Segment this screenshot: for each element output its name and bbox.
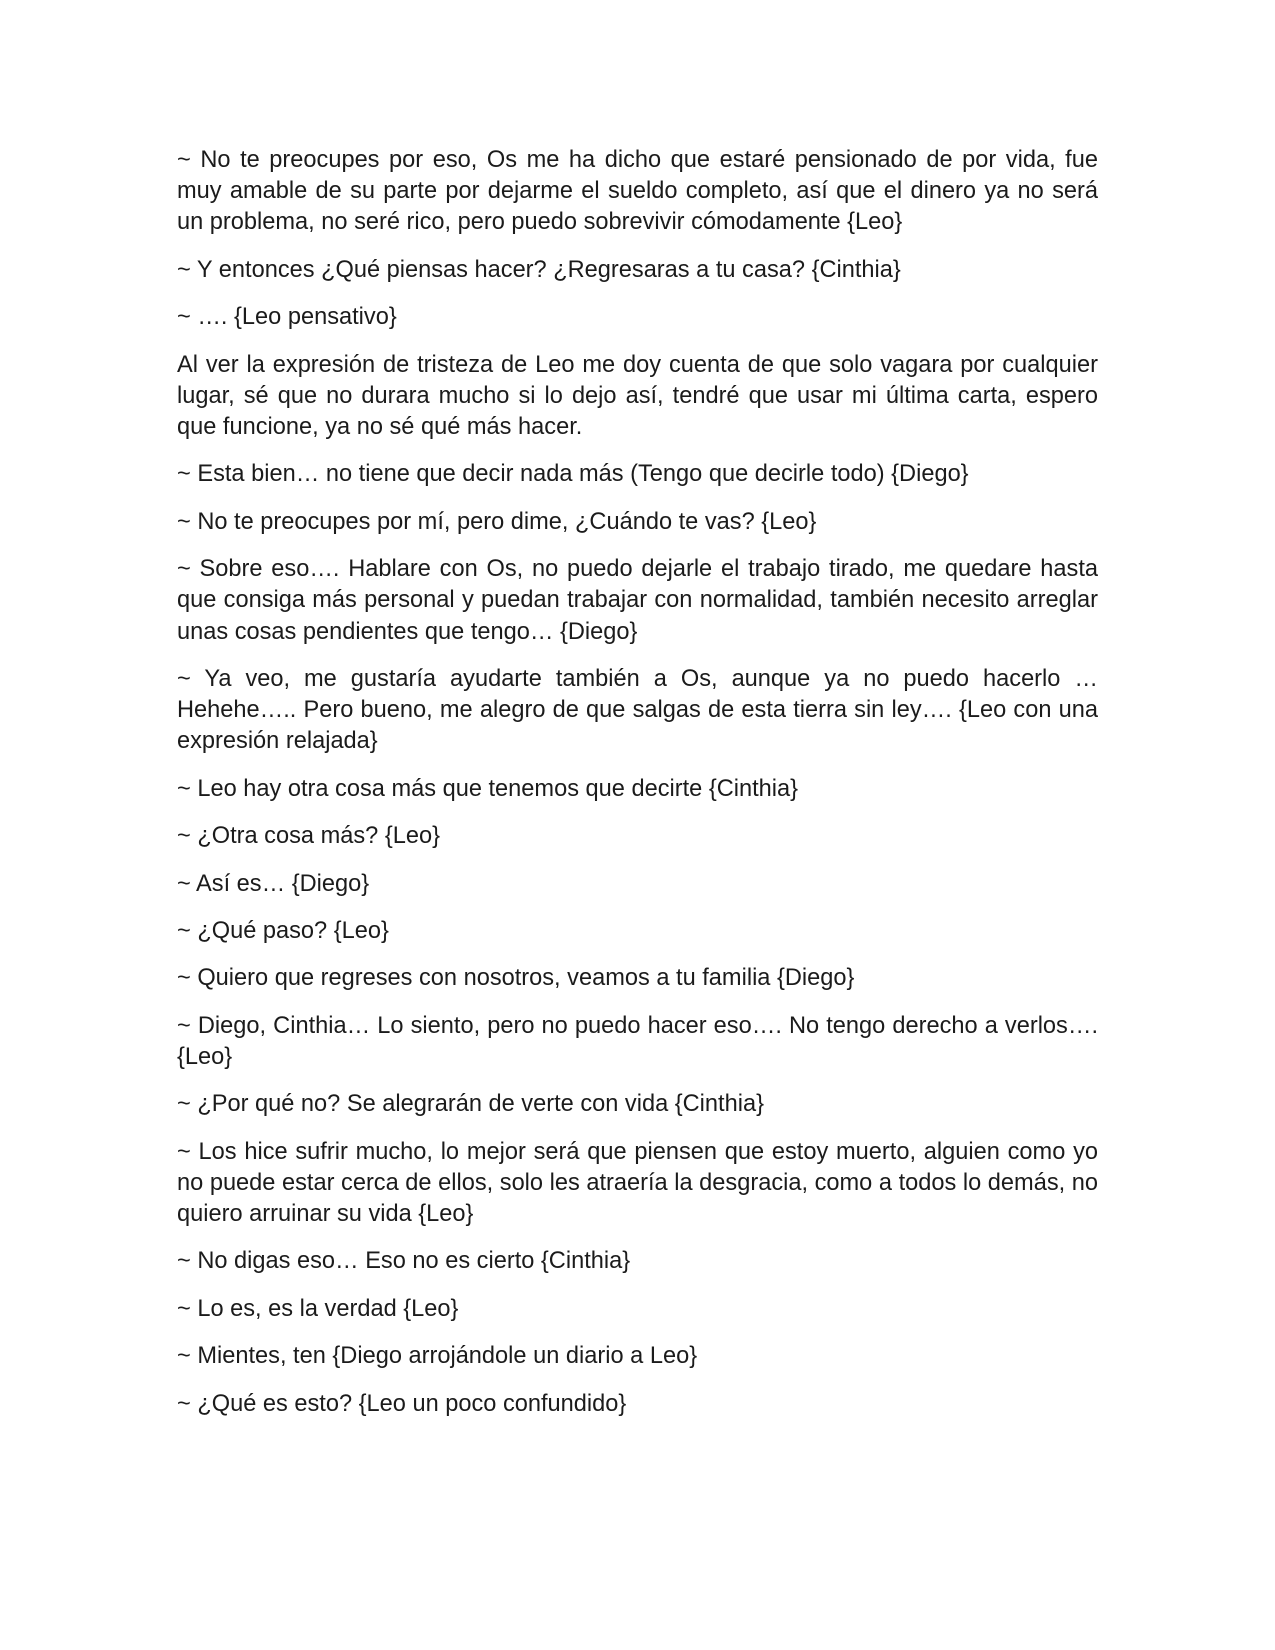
paragraph: ~ Ya veo, me gustaría ayudarte también a Os, aunque ya no puedo hacerlo … Hehehe….. Pero bueno, me alegro de que salgas de esta tierra sin ley…. {Leo con una expresión relajada} xyxy=(177,665,1098,755)
paragraph: ~ …. {Leo pensativo} xyxy=(177,304,397,331)
paragraph: ~ Y entonces ¿Qué piensas hacer? ¿Regresaras a tu casa? {Cinthia} xyxy=(177,256,901,283)
paragraph: ~ ¿Por qué no? Se alegrarán de verte con vida {Cinthia} xyxy=(177,1091,764,1118)
paragraph: ~ No te preocupes por mí, pero dime, ¿Cuándo te vas? {Leo} xyxy=(177,508,817,535)
paragraph: ~ No te preocupes por eso, Os me ha dicho que estaré pensionado de por vida, fue muy amable de su parte por dejarme el sueldo completo, así que el dinero ya no será un problema, no seré rico, pero puedo sobrevivir cómodamente {Leo} xyxy=(177,147,1098,236)
paragraph: ~ Lo es, es la verdad {Leo} xyxy=(177,1295,459,1322)
paragraph: ~ Sobre eso…. Hablare con Os, no puedo dejarle el trabajo tirado, me quedare hasta que consiga más personal y puedan trabajar con normalidad, también necesito arreglar unas cosas pendientes que tengo… {Diego} xyxy=(177,556,1098,645)
paragraph: ~ No digas eso… Eso no es cierto {Cinthia} xyxy=(177,1248,631,1275)
paragraph: ~ ¿Qué paso? {Leo} xyxy=(177,917,389,944)
paragraph: ~ Los hice sufrir mucho, lo mejor será que piensen que estoy muerto, alguien como yo no puede estar cerca de ellos, solo les atraería la desgracia, como a todos lo demás, no quiero arruinar su vida {Leo} xyxy=(177,1138,1098,1228)
paragraph: Al ver la expresión de tristeza de Leo me doy cuenta de que solo vagara por cualquier lugar, sé que no durara mucho si lo dejo así, tendré que usar mi última carta, espero que funcione, ya no sé qué más hacer. xyxy=(177,351,1098,440)
paragraph: ~ Quiero que regreses con nosotros, veamos a tu familia {Diego} xyxy=(177,965,855,992)
paragraph: ~ Diego, Cinthia… Lo siento, pero no puedo hacer eso…. No tengo derecho a verlos…. {Leo} xyxy=(177,1012,1098,1070)
document-body xyxy=(177,145,1098,1436)
paragraph: ~ Mientes, ten {Diego arrojándole un diario a Leo} xyxy=(177,1343,698,1370)
paragraph: ~ Leo hay otra cosa más que tenemos que decirte {Cinthia} xyxy=(177,775,799,802)
paragraph: ~ ¿Otra cosa más? {Leo} xyxy=(177,823,440,850)
paragraph: ~ Esta bien… no tiene que decir nada más (Tengo que decirle todo) {Diego} xyxy=(177,461,969,488)
paragraph: ~ Así es… {Diego} xyxy=(177,870,370,897)
paragraph: ~ ¿Qué es esto? {Leo un poco confundido} xyxy=(177,1390,627,1417)
